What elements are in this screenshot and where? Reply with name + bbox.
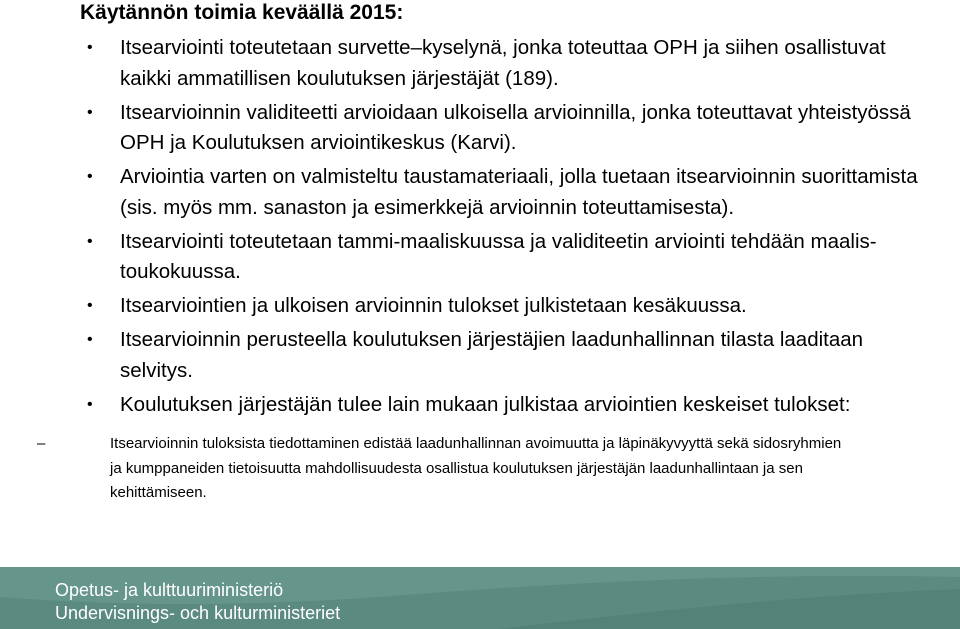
bullet-dot-icon: • xyxy=(87,232,93,250)
bullet-item xyxy=(87,98,937,159)
sub-bullet-text: Itsearvioinnin tuloksista tiedottaminen edistää laadunhallinnan avoimuutta ja läpinäkyvyyttä sekä sidosryhmien ja kumppaneiden tietoisuutta mahdollisuudesta osallistua koulutuksen järjestäjän laadunhallintaan ja sen kehittämiseen. xyxy=(110,435,842,501)
bullet-list xyxy=(37,33,937,509)
bullet-dot-icon: • xyxy=(87,168,93,185)
bullet-text: Itsearvioinnin validiteetti arvioidaan ulkoisella arvioinnilla, jonka toteuttavat yhteistyössä OPH ja Koulutuksen arviointikeskus (Karvi). xyxy=(120,100,911,154)
bullet-text: Koulutuksen järjestäjän tulee lain mukaan julkistaa arviointien keskeiset tulokset: xyxy=(120,392,851,416)
bullet-text: Itsearviointien ja ulkoisen arvioinnin tulokset julkistetaan kesäkuussa. xyxy=(120,294,747,317)
bullet-text: Itsearviointi toteutetaan tammi-maaliskuussa ja validiteetin arviointi tehdään maalis-toukokuussa. xyxy=(120,229,877,283)
bullet-dot-icon: • xyxy=(87,297,93,314)
bullet-text: Itsearviointi toteutetaan survette–kyselynä, jonka toteuttaa OPH ja siihen osallistuvat kaikki ammatillisen koulutuksen järjestäjät (189). xyxy=(120,36,886,90)
bullet-item xyxy=(37,390,937,506)
bullet-dot-icon: • xyxy=(87,395,93,413)
bullet-item xyxy=(87,227,937,288)
sub-bullet-item xyxy=(37,432,854,506)
bullet-item xyxy=(87,325,937,386)
bullet-text: Arviointia varten on valmisteltu taustamateriaali, jolla tuetaan itsearvioinnin suorittamista (sis. myös mm. sanaston ja esimerkkejä arvioinnin toteuttamisesta). xyxy=(120,165,918,219)
ministry-name-swedish: Undervisnings- och kulturministeriet xyxy=(55,603,341,623)
dash-icon: – xyxy=(37,435,46,452)
bullet-dot-icon: • xyxy=(87,39,93,56)
sub-bullet-list xyxy=(37,432,937,506)
slide-title: Käytännön toimia keväällä 2015: xyxy=(80,1,404,24)
bullet-item xyxy=(87,291,937,322)
bullet-item xyxy=(87,162,937,223)
ministry-name-finnish: Opetus- ja kulttuuriministeriö xyxy=(55,580,284,600)
bullet-item xyxy=(87,33,937,94)
bullet-text: Itsearvioinnin perusteella koulutuksen järjestäjien laadunhallinnan tilasta laaditaan selvitys. xyxy=(120,328,864,382)
bullet-dot-icon: • xyxy=(87,331,93,348)
footer-band xyxy=(0,567,960,629)
bullet-dot-icon: • xyxy=(87,103,93,121)
